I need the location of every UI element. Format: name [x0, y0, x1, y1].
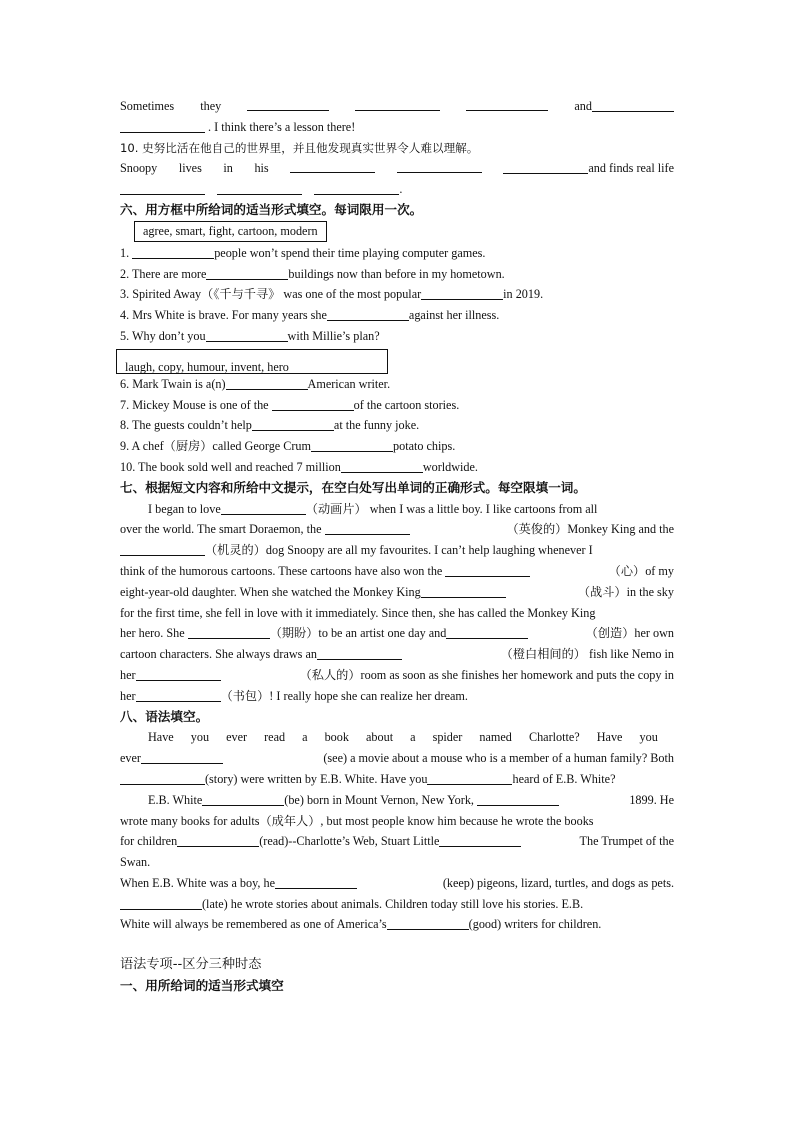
passage-line: (story) were written by E.B. White. Have you heard of E.B. White? — [120, 769, 674, 790]
section-6-items-b — [120, 374, 674, 478]
passage-line: for children (read)--Charlotte’s Web, Stuart Little The Trumpet of the — [120, 834, 674, 849]
answer-blank[interactable] — [325, 520, 410, 535]
answer-blank[interactable] — [247, 96, 329, 111]
answer-blank[interactable] — [202, 791, 284, 806]
answer-blank[interactable] — [206, 265, 288, 280]
answer-blank[interactable] — [272, 396, 354, 411]
section-6-heading: 六、用方框中所给词的适当形式填空。每词限用一次。 — [120, 201, 423, 217]
answer-blank[interactable] — [120, 895, 202, 910]
exercise-item: 6. Mark Twain is a(n) American writer. — [120, 376, 391, 391]
exercise-item: 1. people won’t spend their time playing computer games. — [120, 245, 486, 260]
answer-blank[interactable] — [120, 770, 205, 785]
answer-blank[interactable] — [136, 687, 221, 702]
passage-line: Swan. — [120, 855, 151, 870]
answer-blank[interactable] — [503, 159, 588, 174]
passage-line: her （书包）! I really hope she can realize her dream. — [120, 688, 468, 703]
exercise-item: 2. There are more buildings now than before in my hometown. — [120, 266, 505, 281]
exercise-item: 5. Why don’t you with Millie’s plan? — [120, 328, 380, 343]
answer-blank[interactable] — [445, 562, 530, 577]
exercise-item: 4. Mrs White is brave. For many years she against her illness. — [120, 308, 500, 323]
passage-line: cartoon characters. She always draws an （橙白相间的） fish like Nemo in — [120, 647, 674, 662]
answer-blank[interactable] — [311, 437, 393, 452]
grammar-title: 语法专项--区分三种时态 — [120, 957, 262, 973]
answer-blank[interactable] — [206, 327, 288, 342]
answer-blank[interactable] — [217, 180, 302, 195]
passage-line: over the world. The smart Doraemon, the （英俊的）Monkey King and the — [120, 522, 674, 537]
passage-line: think of the humorous cartoons. These cartoons have also won the （心）of my — [120, 563, 674, 578]
passage-line: Have you ever read a book about a spider named Charlotte? Have you — [148, 730, 658, 745]
answer-blank[interactable] — [387, 915, 469, 930]
answer-blank[interactable] — [290, 158, 375, 173]
passage-line: ever (see) a movie about a mouse who is a member of a human family? Both — [120, 751, 674, 766]
passage-line: E.B. White (be) born in Mount Vernon, New York, 1899. He — [148, 792, 674, 807]
answer-blank[interactable] — [317, 645, 402, 660]
answer-blank[interactable] — [327, 306, 409, 321]
answer-blank[interactable] — [466, 96, 548, 111]
q9-line1: Sometimes they and — [120, 96, 674, 117]
passage-line: eight-year-old daughter. When she watched the Monkey King （战斗）in the sky — [120, 584, 674, 599]
q9-line2: . I think there’s a lesson there! — [120, 117, 674, 138]
answer-blank[interactable] — [120, 180, 205, 195]
exercise-item: 8. The guests couldn’t help at the funny joke. — [120, 418, 420, 433]
answer-blank[interactable] — [421, 583, 506, 598]
answer-blank[interactable] — [439, 832, 521, 847]
passage-line: （机灵的）dog Snoopy are all my favourites. I can’t help laughing whenever I — [120, 540, 674, 561]
section-8-heading: 八、语法填空。 — [120, 708, 209, 724]
passage-line: her （私人的）room as soon as she finishes her homework and puts the copy in — [120, 667, 674, 682]
q10-chinese: 10. 史努比活在他自己的世界里，并且他发现真实世界令人难以理解。 — [120, 140, 479, 155]
passage-line: When E.B. White was a boy, he (keep) pigeons, lizard, turtles, and dogs as pets. — [120, 875, 674, 890]
answer-blank[interactable] — [226, 375, 308, 390]
answer-blank[interactable] — [221, 500, 306, 515]
exercise-item: 3. Spirited Away（《千与千寻》 was one of the most popular in 2019. — [120, 287, 544, 302]
section-7-heading: 七、根据短文内容和所给中文提示，在空白处写出单词的正确形式。每空限填一词。 — [120, 479, 586, 495]
answer-blank[interactable] — [427, 770, 512, 785]
exercise-item: 9. A chef（厨房）called George Crum potato chips. — [120, 439, 456, 454]
answer-blank[interactable] — [314, 180, 399, 195]
answer-blank[interactable] — [188, 624, 270, 639]
answer-blank[interactable] — [136, 666, 221, 681]
answer-blank[interactable] — [446, 624, 528, 639]
answer-blank[interactable] — [477, 791, 559, 806]
answer-blank[interactable] — [141, 749, 223, 764]
grammar-subheading: 一、用所给词的适当形式填空 — [120, 978, 284, 994]
word-box-1: agree, smart, fight, cartoon, modern — [134, 221, 327, 242]
answer-blank[interactable] — [177, 832, 259, 847]
q10-line1: Snoopy lives in his and finds real life — [120, 158, 674, 179]
answer-blank[interactable] — [252, 416, 334, 431]
exercise-item: 7. Mickey Mouse is one of the of the cartoon stories. — [120, 397, 460, 412]
passage-line: wrote many books for adults（成年人）, but most people know him because he wrote the books — [120, 813, 594, 828]
passage-line: (late) he wrote stories about animals. Children today still love his stories. E.B. — [120, 894, 674, 915]
answer-blank[interactable] — [120, 118, 205, 133]
answer-blank[interactable] — [355, 96, 440, 111]
answer-blank[interactable] — [397, 158, 482, 173]
passage-line: White will always be remembered as one of America’s (good) writers for children. — [120, 917, 602, 932]
word-box-2: laugh, copy, humour, invent, hero — [116, 349, 388, 374]
answer-blank[interactable] — [132, 244, 214, 259]
worksheet — [120, 96, 674, 997]
answer-blank[interactable] — [341, 458, 423, 473]
answer-blank[interactable] — [592, 97, 674, 112]
answer-blank[interactable] — [120, 541, 205, 556]
q10-line2: . — [120, 179, 674, 200]
section-6-items-a — [120, 243, 674, 347]
answer-blank[interactable] — [421, 285, 503, 300]
passage-line: for the first time, she fell in love with it immediately. Since then, she has called the Monkey King — [120, 605, 596, 620]
passage-line: her hero. She （期盼）to be an artist one day and （创造）her own — [120, 626, 674, 641]
answer-blank[interactable] — [275, 874, 357, 889]
exercise-item: 10. The book sold well and reached 7 million worldwide. — [120, 459, 478, 474]
passage-line: I began to love （动画片） when I was a little boy. I like cartoons from all — [148, 501, 598, 516]
